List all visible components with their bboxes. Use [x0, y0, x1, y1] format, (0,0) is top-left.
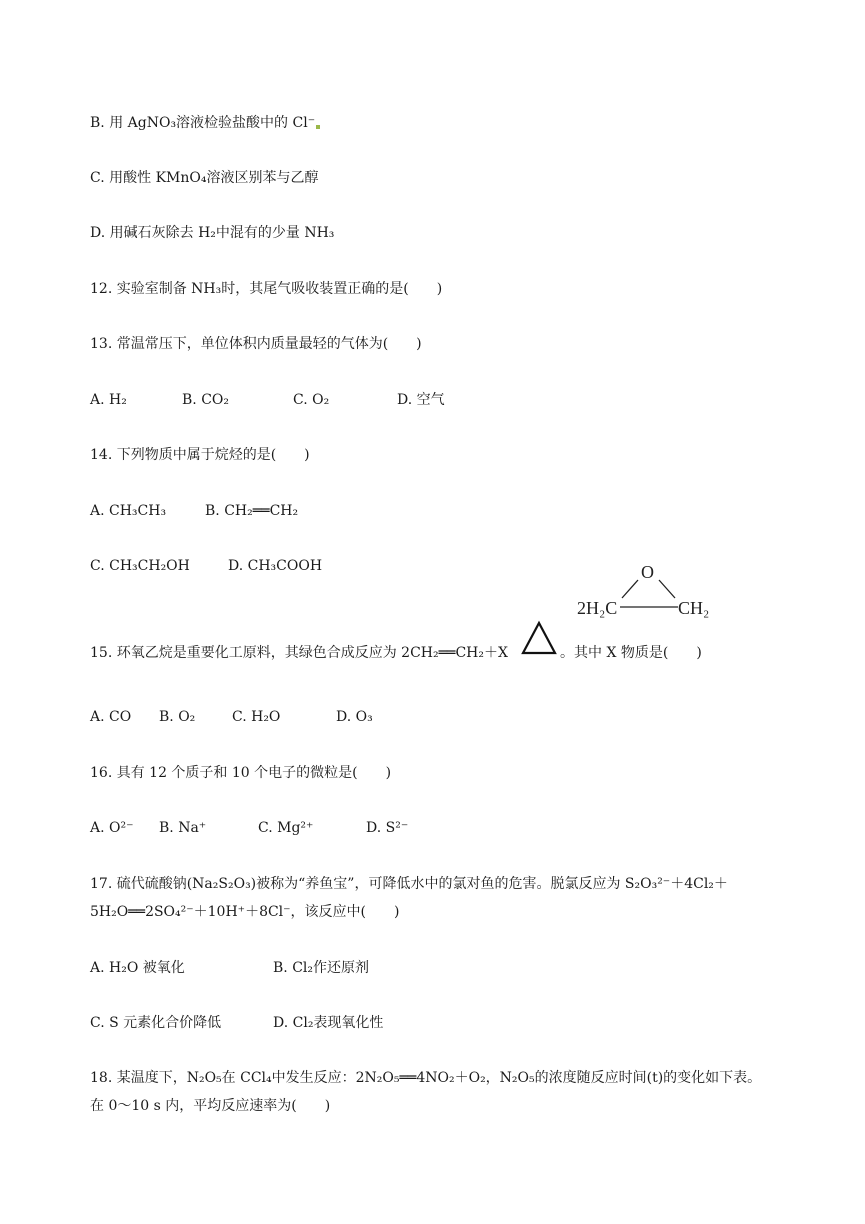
question-17-line-2: 5H₂O══2SO₄²⁻＋10H⁺＋8Cl⁻，该反应中( )	[90, 904, 400, 920]
q15-option-b: B. O₂	[159, 709, 196, 725]
q15-option-d: D. O₃	[336, 709, 373, 725]
triangle-ring-icon	[520, 620, 558, 656]
q17-option-d: D. Cl₂表现氧化性	[273, 1015, 384, 1031]
q17-option-a: A. H₂O 被氧化	[90, 960, 185, 976]
right-carbon: CH₂	[678, 598, 710, 618]
highlight-mark	[316, 125, 320, 129]
q14-option-a: A. CH₃CH₃	[90, 503, 167, 519]
q14-option-c: C. CH₃CH₂OH	[90, 558, 190, 574]
q13-option-c: C. O₂	[293, 392, 330, 408]
q15-option-a: A. CO	[90, 709, 132, 725]
question-15-end: 。其中 X 物质是( )	[560, 645, 702, 661]
q13-option-b: B. CO₂	[182, 392, 229, 408]
q16-option-b: B. Na⁺	[159, 820, 207, 836]
q15-option-c: C. H₂O	[232, 709, 281, 725]
q17-option-b: B. Cl₂作还原剂	[273, 960, 369, 976]
question-16: 16. 具有 12 个质子和 10 个电子的微粒是( )	[90, 765, 392, 781]
q13-option-a: A. H₂	[90, 392, 127, 408]
q11-option-d: D. 用碱石灰除去 H₂中混有的少量 NH₃	[90, 225, 335, 241]
left-carbon: 2H₂C	[577, 598, 618, 618]
q13-option-d: D. 空气	[397, 392, 445, 408]
q14-option-b: B. CH₂══CH₂	[205, 503, 299, 519]
question-12: 12. 实验室制备 NH₃时，其尾气吸收装置正确的是( )	[90, 281, 443, 297]
question-13: 13. 常温常压下，单位体积内质量最轻的气体为( )	[90, 336, 422, 352]
question-17-line-1: 17. 硫代硫酸钠(Na₂S₂O₃)被称为“养鱼宝”，可降低水中的氯对鱼的危害。脱氯反应为 S₂O₃²⁻＋4Cl₂＋	[90, 876, 728, 892]
q11-option-c: C. 用酸性 KMnO₄溶液区别苯与乙醇	[90, 170, 319, 186]
question-14: 14. 下列物质中属于烷烃的是( )	[90, 447, 310, 463]
q14-option-d: D. CH₃COOH	[228, 558, 323, 574]
q16-option-d: D. S²⁻	[366, 820, 409, 836]
question-15-start: 15. 环氧乙烷是重要化工原料，其绿色合成反应为 2CH₂══CH₂＋X	[90, 645, 508, 661]
q17-option-c: C. S 元素化合价降低	[90, 1015, 222, 1031]
q16-option-c: C. Mg²⁺	[258, 820, 314, 836]
question-18-line-1: 18. 某温度下，N₂O₅在 CCl₄中发生反应：2N₂O₅══4NO₂＋O₂，N₂O₅的浓度随反应时间(t)的变化如下表。	[90, 1070, 762, 1086]
q16-option-a: A. O²⁻	[90, 820, 134, 836]
q11-option-b: B. 用 AgNO₃溶液检验盐酸中的 Cl⁻	[90, 113, 320, 133]
oxygen-atom: O	[641, 562, 654, 582]
epoxide-structure	[575, 560, 715, 622]
question-18-line-2: 在 0～10 s 内，平均反应速率为( )	[90, 1098, 331, 1114]
